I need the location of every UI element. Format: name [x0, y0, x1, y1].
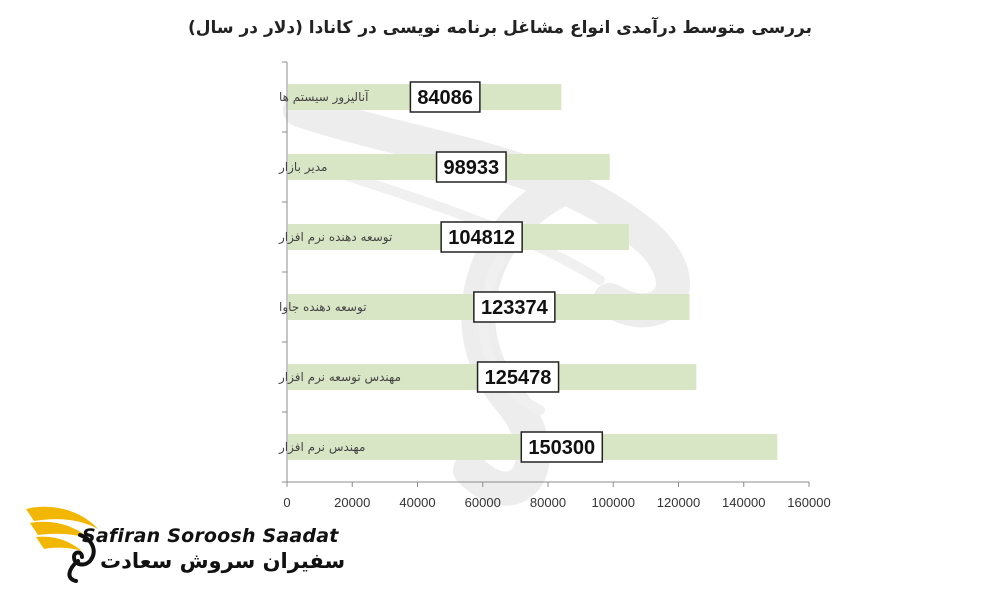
chart-title: بررسی متوسط درآمدی انواع مشاغل برنامه نویسی در کانادا (دلار در سال)	[187, 18, 813, 38]
data-label: 98933	[443, 157, 500, 179]
company-logo	[20, 495, 346, 590]
data-label: 125478	[484, 367, 552, 389]
x-tick-label: 80000	[529, 495, 567, 510]
x-tick-label: 0	[283, 495, 291, 510]
x-tick-label: 160000	[787, 495, 831, 510]
logo-farsi-text: سفیران سروش سعادت	[100, 549, 346, 573]
x-tick-label: 40000	[399, 495, 436, 510]
x-tick-label: 60000	[464, 495, 501, 510]
data-label: 123374	[480, 297, 548, 319]
data-label: 104812	[448, 227, 516, 249]
x-tick-label: 120000	[656, 495, 701, 510]
category-label: مهندس توسعه نرم افزار	[279, 370, 401, 384]
x-tick-label: 100000	[591, 495, 635, 510]
category-label: توسعه دهنده نرم افزار	[279, 230, 393, 244]
x-tick-label: 140000	[722, 495, 766, 510]
x-tick-label: 20000	[334, 495, 371, 510]
category-label: آنالیزور سیستم ها	[279, 90, 369, 104]
data-label: 150300	[528, 437, 596, 459]
category-label: توسعه دهنده جاوا	[279, 300, 367, 314]
logo-latin-text: Safiran Soroosh Saadat	[82, 525, 339, 547]
category-label: مهندس نرم افزار	[279, 440, 366, 454]
data-label: 84086	[417, 87, 473, 109]
category-label: مدیر بازار	[279, 160, 328, 174]
